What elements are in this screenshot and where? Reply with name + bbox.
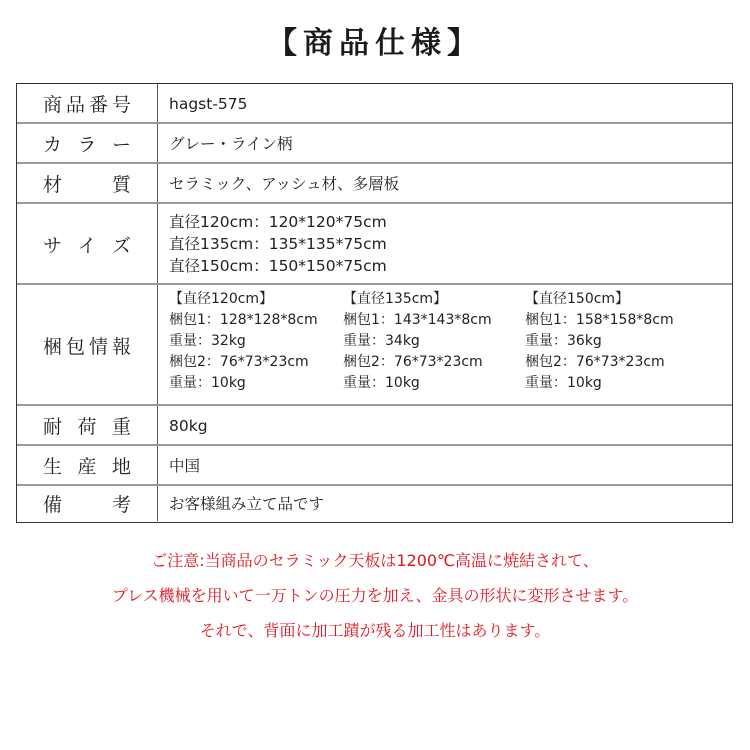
- label-load-capacity: [17, 406, 158, 445]
- label-char: 情: [88, 335, 108, 358]
- value-size: [169, 204, 724, 284]
- label-char: 生: [43, 456, 63, 478]
- package-1-size: 梱包1：128*128*8cm: [169, 312, 318, 328]
- value-text: 中国: [169, 456, 201, 475]
- value-text: セラミック、アッシュ材、多層板: [169, 174, 400, 193]
- package-heading: 【直径120cm】: [169, 291, 274, 307]
- label-char: ズ: [111, 234, 131, 257]
- label-char: 品: [65, 94, 85, 116]
- label-char: 包: [65, 335, 85, 358]
- value-text: 80kg: [169, 416, 208, 435]
- value-text: グレー・ライン柄: [169, 134, 293, 153]
- label-char: 材: [43, 174, 63, 196]
- package-col-150: [525, 289, 705, 394]
- label-char: 備: [43, 494, 63, 516]
- label-char: 番: [88, 94, 108, 116]
- row-size: [17, 202, 732, 284]
- label-char: 梱: [43, 335, 63, 358]
- package-1-weight: 重量：36kg: [525, 333, 602, 349]
- label-char: サ: [43, 234, 63, 257]
- value-color: [169, 124, 724, 163]
- package-1-size: 梱包1：158*158*8cm: [525, 312, 674, 328]
- notice-line-1: ご注意:当商品のセラミック天板は1200℃高温に焼結されて、: [151, 551, 599, 570]
- label-size: [17, 204, 158, 284]
- package-2-size: 梱包2：76*73*23cm: [169, 354, 309, 370]
- notice-line-2: プレス機械を用いて一万トンの圧力を加え、金具の形状に変形させます。: [111, 586, 639, 605]
- row-origin: [17, 444, 732, 485]
- value-remarks: [169, 486, 724, 521]
- label-char: 荷: [77, 416, 97, 438]
- value-text: お客様組み立て品です: [169, 494, 325, 513]
- package-col-120: [169, 289, 343, 394]
- package-2-weight: 重量：10kg: [343, 375, 420, 391]
- notice-line-3: それで、背面に加工蹟が残る加工性はあります。: [199, 621, 551, 640]
- value-material: [169, 164, 724, 203]
- size-line: 直径150cm：150*150*75cm: [169, 257, 387, 275]
- label-char: 号: [111, 94, 131, 116]
- row-load-capacity: [17, 404, 732, 445]
- package-col-135: [343, 289, 525, 394]
- value-origin: [169, 446, 724, 485]
- value-load-capacity: [169, 406, 724, 445]
- page-title: 【商品仕様】: [267, 26, 483, 61]
- package-heading: 【直径150cm】: [525, 291, 630, 307]
- value-text: hagst-575: [169, 94, 248, 113]
- label-material: [17, 164, 158, 203]
- package-2-weight: 重量：10kg: [169, 375, 246, 391]
- row-remarks: [17, 484, 732, 521]
- label-origin: [17, 446, 158, 485]
- label-char: 考: [111, 494, 131, 516]
- spec-table: [16, 83, 733, 523]
- value-product-number: [169, 84, 724, 123]
- package-2-size: 梱包2：76*73*23cm: [343, 354, 483, 370]
- label-char: 質: [111, 174, 131, 196]
- label-char: カ: [43, 134, 63, 156]
- label-char: イ: [77, 234, 97, 257]
- package-1-size: 梱包1：143*143*8cm: [343, 312, 492, 328]
- row-material: [17, 162, 732, 203]
- row-product-number: [17, 84, 732, 123]
- package-1-weight: 重量：32kg: [169, 333, 246, 349]
- size-line: 直径135cm：135*135*75cm: [169, 235, 387, 253]
- label-package-info: [17, 285, 158, 405]
- label-char: ラ: [77, 134, 97, 156]
- label-char: 報: [111, 335, 131, 358]
- label-char: ー: [111, 134, 131, 156]
- package-1-weight: 重量：34kg: [343, 333, 420, 349]
- label-char: 重: [111, 416, 131, 438]
- label-color: [17, 124, 158, 163]
- package-2-size: 梱包2：76*73*23cm: [525, 354, 665, 370]
- row-package-info: [17, 283, 732, 405]
- label-char: 地: [111, 456, 131, 478]
- label-product-number: [17, 84, 158, 123]
- size-line: 直径120cm：120*120*75cm: [169, 213, 387, 231]
- label-char: 産: [77, 456, 97, 478]
- label-char: 耐: [43, 416, 63, 438]
- row-color: [17, 122, 732, 163]
- package-heading: 【直径135cm】: [343, 291, 448, 307]
- label-char: 商: [43, 94, 63, 116]
- package-columns: [169, 289, 728, 394]
- package-2-weight: 重量：10kg: [525, 375, 602, 391]
- label-remarks: [17, 486, 158, 521]
